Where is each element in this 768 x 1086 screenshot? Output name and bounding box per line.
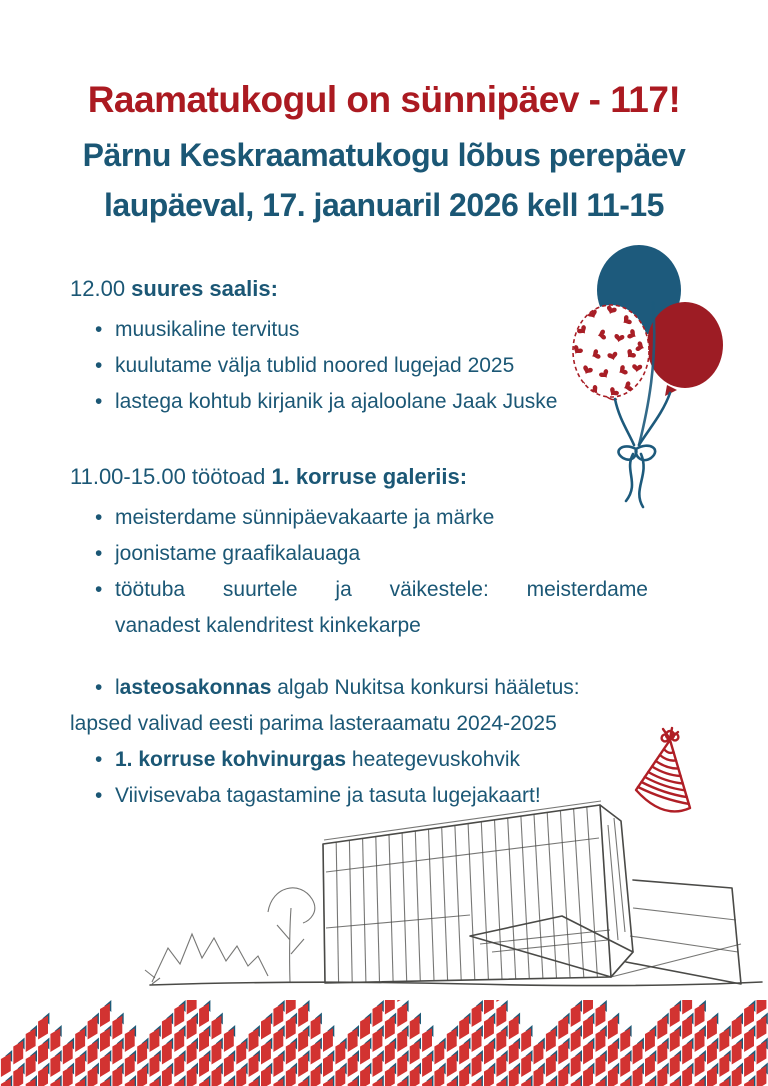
list-item-text: kuulutame välja tublid noored lugejad 2025 [115,354,515,377]
hat-pompom [662,728,679,741]
list-item-text: 1. korruse kohvinurgas heategevuskohvik [115,748,521,771]
list-item-text: lasteosakonnas algab Nukitsa konkursi hääletus: [115,676,580,699]
list-item [70,384,648,420]
poster-header [0,0,768,230]
event-schedule [70,274,648,814]
building-outline [323,801,741,984]
bullet-icon: • [95,748,103,771]
festive-flag-pattern-border [0,1000,768,1086]
heart-pattern-balloon [571,305,649,413]
list-item-text: lastega kohtub kirjanik ja ajaloolane Jaak Juske [115,390,558,413]
section-heading: 12.00 suures saalis: [70,276,278,301]
bullet-icon: • [95,784,103,807]
bullet-icon: • [95,390,103,413]
list-item-text: joonistame graafikalauaga [115,542,361,565]
trees-sketch [145,888,315,984]
party-hat-illustration [626,726,710,824]
poster-subtitle-line2: laupäeval, 17. jaanuaril 2026 kell 11-15 [104,187,664,223]
list-item [70,312,648,348]
list-item-text: Viivisevaba tagastamine ja tasuta lugejakaart! [115,784,541,807]
bullet-icon: • [95,676,103,699]
list-item-continuation: vanadest kalendritest kinkekarpe [115,614,421,637]
list-item [70,742,648,778]
event-section-2 [70,462,648,644]
bullet-icon: • [95,506,103,529]
poster-subtitle-line1: Pärnu Keskraamatukogu lõbus perepäev [82,137,686,173]
bullet-icon: • [95,578,103,601]
bullet-icon: • [95,318,103,341]
list-item [70,572,648,644]
red-balloon [647,302,723,388]
list-item [70,348,648,384]
bullet-icon: • [95,542,103,565]
list-item-text: muusikaline tervitus [115,318,300,341]
poster-title: Raamatukogul on sünnipäev - 117! [87,79,681,120]
list-item [70,536,648,572]
bullet-icon: • [95,354,103,377]
list-item-text: meisterdame sünnipäevakaarte ja märke [115,506,495,529]
event-section-1 [70,274,648,420]
list-item-continuation: lapsed valivad eesti parima lasteraamatu 2024-2025 [70,712,557,735]
balloons-illustration [563,243,745,515]
section-heading: 11.00-15.00 töötoad 1. korruse galeriis: [70,464,468,489]
list-item [70,500,648,536]
list-item-text: töötuba suurtele ja väikestele: meisterdame [115,578,648,601]
list-item [70,670,648,742]
